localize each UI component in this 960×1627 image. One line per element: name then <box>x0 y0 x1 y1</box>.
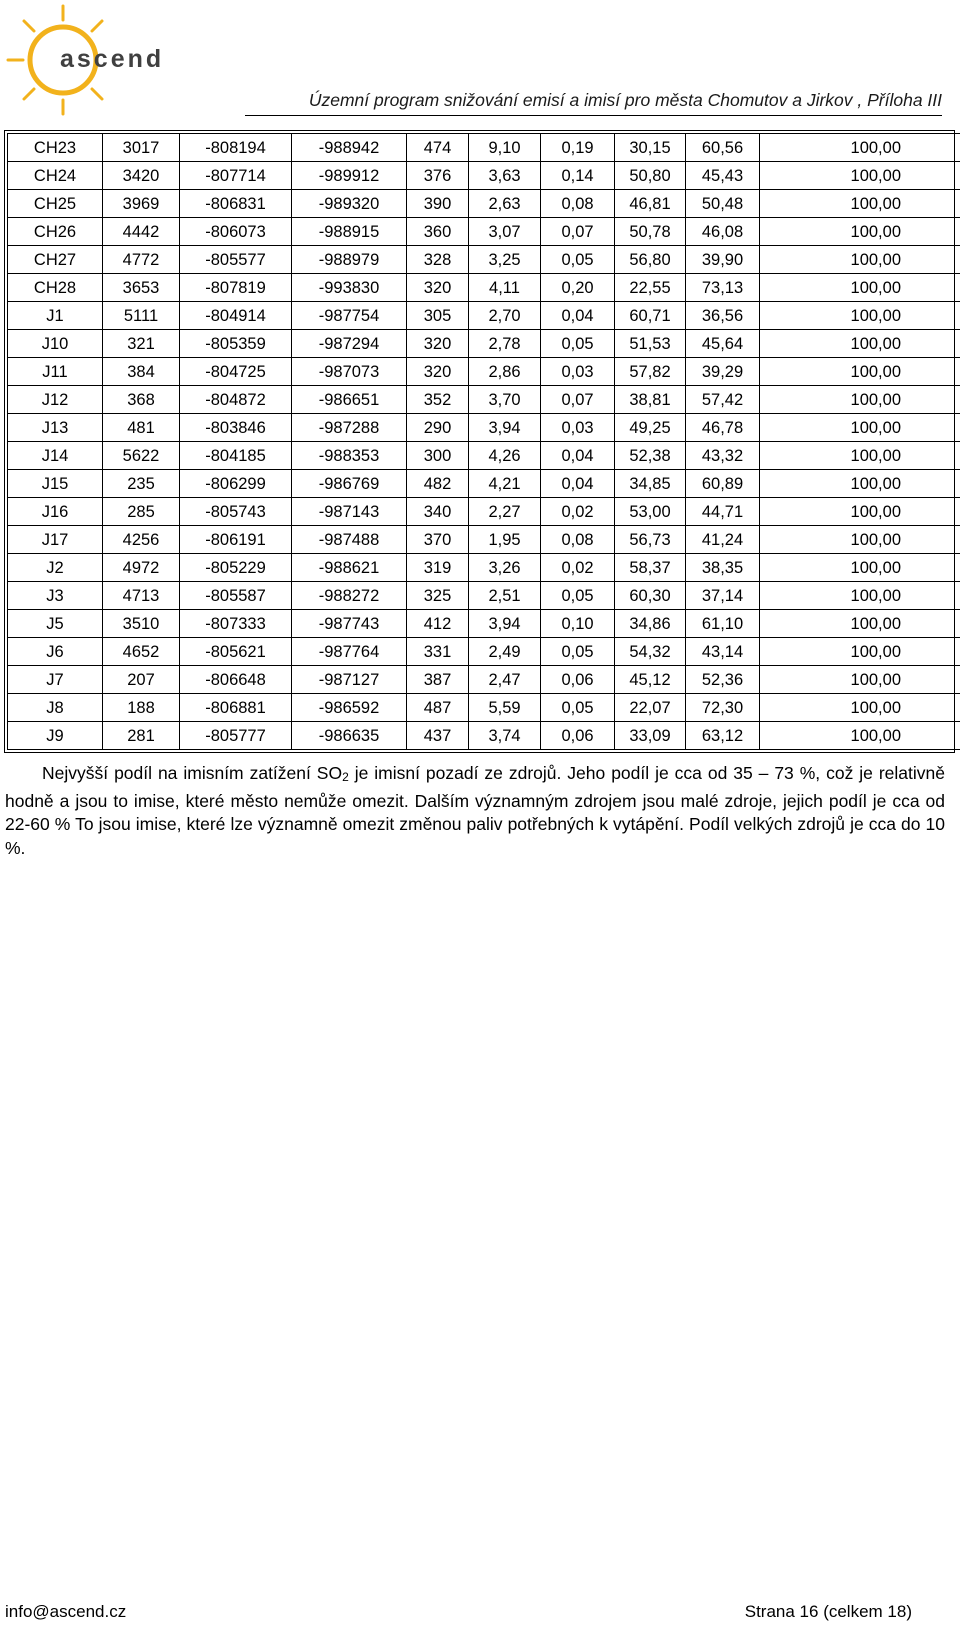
table-cell: -806831 <box>180 190 292 218</box>
table-cell: 3,07 <box>469 218 541 246</box>
table-row <box>8 554 960 582</box>
table-cell: J13 <box>8 414 103 442</box>
footer-email[interactable]: info@ascend.cz <box>5 1602 127 1621</box>
table-cell: 100,00 <box>760 302 960 330</box>
table-cell: 1,95 <box>469 526 541 554</box>
table-cell: -806191 <box>180 526 292 554</box>
table-cell: -986592 <box>292 694 407 722</box>
table-cell: 100,00 <box>760 666 960 694</box>
table-cell: 3017 <box>103 134 180 162</box>
table-cell: 340 <box>407 498 469 526</box>
table-row <box>8 666 960 694</box>
table-cell: 387 <box>407 666 469 694</box>
table-row <box>8 218 960 246</box>
table-cell: 0,05 <box>541 694 615 722</box>
table-cell: -807819 <box>180 274 292 302</box>
table-cell: 57,82 <box>615 358 686 386</box>
table-cell: 376 <box>407 162 469 190</box>
table-cell: 72,30 <box>686 694 760 722</box>
table-cell: 3,74 <box>469 722 541 750</box>
data-table-frame <box>4 130 955 753</box>
table-cell: 2,49 <box>469 638 541 666</box>
table-cell: 53,00 <box>615 498 686 526</box>
table-cell: 2,86 <box>469 358 541 386</box>
table-cell: -987743 <box>292 610 407 638</box>
table-cell: 50,78 <box>615 218 686 246</box>
table-cell: -986651 <box>292 386 407 414</box>
table-cell: 4,21 <box>469 470 541 498</box>
table-cell: 4442 <box>103 218 180 246</box>
table-cell: 100,00 <box>760 358 960 386</box>
table-cell: 22,55 <box>615 274 686 302</box>
table-cell: 2,47 <box>469 666 541 694</box>
table-cell: 4972 <box>103 554 180 582</box>
paragraph-part-1: Nejvyšší podíl na imisním zatížení SO <box>42 763 343 783</box>
table-cell: 0,07 <box>541 386 615 414</box>
table-cell: 4,11 <box>469 274 541 302</box>
table-cell: 0,05 <box>541 246 615 274</box>
table-cell: 188 <box>103 694 180 722</box>
table-cell: 207 <box>103 666 180 694</box>
table-cell: 3510 <box>103 610 180 638</box>
table-cell: CH23 <box>8 134 103 162</box>
table-cell: 46,08 <box>686 218 760 246</box>
table-cell: 0,08 <box>541 526 615 554</box>
table-cell: 0,04 <box>541 470 615 498</box>
header-divider <box>245 115 942 116</box>
table-cell: -988621 <box>292 554 407 582</box>
table-cell: 100,00 <box>760 162 960 190</box>
table-cell: -989320 <box>292 190 407 218</box>
table-cell: -805621 <box>180 638 292 666</box>
table-cell: 437 <box>407 722 469 750</box>
table-cell: 9,10 <box>469 134 541 162</box>
data-table <box>7 133 960 750</box>
table-row <box>8 442 960 470</box>
table-cell: -987288 <box>292 414 407 442</box>
table-row <box>8 414 960 442</box>
table-cell: J9 <box>8 722 103 750</box>
table-cell: 61,10 <box>686 610 760 638</box>
table-cell: 3,70 <box>469 386 541 414</box>
table-cell: 360 <box>407 218 469 246</box>
table-cell: 412 <box>407 610 469 638</box>
table-cell: 368 <box>103 386 180 414</box>
table-cell: CH27 <box>8 246 103 274</box>
table-row <box>8 722 960 750</box>
table-cell: 0,05 <box>541 582 615 610</box>
table-cell: 33,09 <box>615 722 686 750</box>
table-cell: -987754 <box>292 302 407 330</box>
table-cell: -986769 <box>292 470 407 498</box>
table-cell: 352 <box>407 386 469 414</box>
table-cell: 52,38 <box>615 442 686 470</box>
table-cell: 328 <box>407 246 469 274</box>
table-row <box>8 134 960 162</box>
table-cell: 285 <box>103 498 180 526</box>
table-cell: 2,78 <box>469 330 541 358</box>
table-cell: 2,27 <box>469 498 541 526</box>
table-cell: 100,00 <box>760 722 960 750</box>
table-cell: -805587 <box>180 582 292 610</box>
table-cell: 3969 <box>103 190 180 218</box>
table-cell: -989912 <box>292 162 407 190</box>
table-cell: J14 <box>8 442 103 470</box>
table-cell: 0,05 <box>541 330 615 358</box>
table-cell: -806648 <box>180 666 292 694</box>
table-cell: 100,00 <box>760 470 960 498</box>
table-cell: 36,56 <box>686 302 760 330</box>
table-cell: J6 <box>8 638 103 666</box>
table-cell: 63,12 <box>686 722 760 750</box>
table-row <box>8 190 960 218</box>
table-cell: J11 <box>8 358 103 386</box>
table-cell: 60,30 <box>615 582 686 610</box>
table-cell: 0,06 <box>541 722 615 750</box>
table-cell: 41,24 <box>686 526 760 554</box>
paragraph-subscript: 2 <box>342 770 349 784</box>
table-cell: 3,94 <box>469 414 541 442</box>
table-cell: -987488 <box>292 526 407 554</box>
table-cell: 3420 <box>103 162 180 190</box>
table-cell: 100,00 <box>760 610 960 638</box>
table-cell: 39,90 <box>686 246 760 274</box>
logo-text: ascend <box>60 45 165 73</box>
table-cell: CH28 <box>8 274 103 302</box>
table-row <box>8 274 960 302</box>
table-cell: -987073 <box>292 358 407 386</box>
table-cell: 0,02 <box>541 554 615 582</box>
table-cell: CH24 <box>8 162 103 190</box>
table-cell: 22,07 <box>615 694 686 722</box>
table-cell: 60,71 <box>615 302 686 330</box>
table-cell: J2 <box>8 554 103 582</box>
table-cell: J10 <box>8 330 103 358</box>
table-cell: -803846 <box>180 414 292 442</box>
table-cell: -804185 <box>180 442 292 470</box>
table-cell: 49,25 <box>615 414 686 442</box>
table-cell: 5622 <box>103 442 180 470</box>
table-cell: 100,00 <box>760 442 960 470</box>
table-row <box>8 302 960 330</box>
table-cell: 100,00 <box>760 134 960 162</box>
table-cell: 0,20 <box>541 274 615 302</box>
table-cell: 73,13 <box>686 274 760 302</box>
table-cell: 281 <box>103 722 180 750</box>
table-cell: 50,48 <box>686 190 760 218</box>
table-cell: 4652 <box>103 638 180 666</box>
table-cell: 370 <box>407 526 469 554</box>
table-cell: -806299 <box>180 470 292 498</box>
table-cell: 3653 <box>103 274 180 302</box>
table-cell: 100,00 <box>760 330 960 358</box>
ascend-logo <box>0 0 180 120</box>
table-cell: 100,00 <box>760 414 960 442</box>
table-cell: -805777 <box>180 722 292 750</box>
table-cell: 0,03 <box>541 358 615 386</box>
table-cell: -986635 <box>292 722 407 750</box>
footer-page-number: Strana 16 (celkem 18) <box>744 1602 912 1621</box>
table-cell: 321 <box>103 330 180 358</box>
table-cell: -987143 <box>292 498 407 526</box>
table-cell: 4713 <box>103 582 180 610</box>
table-cell: 0,05 <box>541 638 615 666</box>
table-cell: 39,29 <box>686 358 760 386</box>
document-title: Územní program snižování emisí a imisí pro města Chomutov a Jirkov , Příloha III <box>308 90 942 110</box>
table-cell: CH25 <box>8 190 103 218</box>
table-cell: 0,14 <box>541 162 615 190</box>
table-cell: 44,71 <box>686 498 760 526</box>
table-cell: 487 <box>407 694 469 722</box>
table-cell: J8 <box>8 694 103 722</box>
table-cell: 100,00 <box>760 526 960 554</box>
table-cell: -805359 <box>180 330 292 358</box>
table-cell: 5,59 <box>469 694 541 722</box>
table-cell: 2,63 <box>469 190 541 218</box>
table-cell: 2,51 <box>469 582 541 610</box>
table-cell: 0,10 <box>541 610 615 638</box>
table-cell: -807333 <box>180 610 292 638</box>
table-cell: 320 <box>407 330 469 358</box>
table-cell: 2,70 <box>469 302 541 330</box>
table-cell: 3,94 <box>469 610 541 638</box>
table-row <box>8 694 960 722</box>
paragraph-part-2: je imisní pozadí ze zdrojů. Jeho podíl je cca od 35 – 73 %, což je relativně hodně a jsou to imise, které město nemůže omezit. Dalším významným zdrojem jsou malé zdroje, jejich podíl je cca od 22-60 % To jsou imise, které lze významně omezit změnou paliv potřebných k vytápění. Podíl velkých zdrojů je cca do 10 %. <box>5 763 945 858</box>
table-cell: J1 <box>8 302 103 330</box>
table-cell: -988353 <box>292 442 407 470</box>
table-cell: J3 <box>8 582 103 610</box>
table-cell: 60,56 <box>686 134 760 162</box>
table-cell: 100,00 <box>760 386 960 414</box>
table-cell: 100,00 <box>760 218 960 246</box>
table-cell: J16 <box>8 498 103 526</box>
table-cell: 50,80 <box>615 162 686 190</box>
table-cell: 43,14 <box>686 638 760 666</box>
table-cell: 0,06 <box>541 666 615 694</box>
table-row <box>8 582 960 610</box>
table-cell: -988915 <box>292 218 407 246</box>
table-cell: -988979 <box>292 246 407 274</box>
table-row <box>8 610 960 638</box>
table-cell: -993830 <box>292 274 407 302</box>
table-cell: 51,53 <box>615 330 686 358</box>
table-cell: 474 <box>407 134 469 162</box>
table-cell: 0,03 <box>541 414 615 442</box>
table-cell: -987294 <box>292 330 407 358</box>
table-cell: 56,73 <box>615 526 686 554</box>
table-cell: 3,63 <box>469 162 541 190</box>
table-cell: 290 <box>407 414 469 442</box>
table-cell: 4256 <box>103 526 180 554</box>
table-cell: 5111 <box>103 302 180 330</box>
table-cell: 38,35 <box>686 554 760 582</box>
table-cell: 100,00 <box>760 274 960 302</box>
table-cell: 37,14 <box>686 582 760 610</box>
table-cell: 481 <box>103 414 180 442</box>
table-row <box>8 526 960 554</box>
table-cell: 300 <box>407 442 469 470</box>
table-cell: 60,89 <box>686 470 760 498</box>
table-cell: -808194 <box>180 134 292 162</box>
table-cell: 235 <box>103 470 180 498</box>
table-cell: J7 <box>8 666 103 694</box>
table-cell: 58,37 <box>615 554 686 582</box>
table-cell: CH26 <box>8 218 103 246</box>
table-cell: 305 <box>407 302 469 330</box>
table-cell: 325 <box>407 582 469 610</box>
table-cell: 38,81 <box>615 386 686 414</box>
table-cell: 100,00 <box>760 190 960 218</box>
table-cell: J17 <box>8 526 103 554</box>
table-cell: 54,32 <box>615 638 686 666</box>
table-row <box>8 358 960 386</box>
table-row <box>8 162 960 190</box>
table-cell: 34,86 <box>615 610 686 638</box>
table-cell: 0,04 <box>541 442 615 470</box>
table-cell: 100,00 <box>760 582 960 610</box>
table-cell: 56,80 <box>615 246 686 274</box>
table-cell: 100,00 <box>760 498 960 526</box>
table-cell: 100,00 <box>760 554 960 582</box>
table-cell: -804914 <box>180 302 292 330</box>
table-cell: -988942 <box>292 134 407 162</box>
table-cell: J5 <box>8 610 103 638</box>
table-row <box>8 386 960 414</box>
table-cell: 45,43 <box>686 162 760 190</box>
summary-paragraph <box>5 762 945 860</box>
table-cell: -987764 <box>292 638 407 666</box>
table-cell: -805577 <box>180 246 292 274</box>
table-cell: 52,36 <box>686 666 760 694</box>
table-cell: 319 <box>407 554 469 582</box>
table-cell: 482 <box>407 470 469 498</box>
table-cell: 0,19 <box>541 134 615 162</box>
table-cell: J15 <box>8 470 103 498</box>
table-cell: 46,78 <box>686 414 760 442</box>
table-cell: 43,32 <box>686 442 760 470</box>
table-row <box>8 638 960 666</box>
table-cell: 100,00 <box>760 694 960 722</box>
table-cell: 57,42 <box>686 386 760 414</box>
table-cell: 45,12 <box>615 666 686 694</box>
table-cell: 3,25 <box>469 246 541 274</box>
table-cell: 320 <box>407 274 469 302</box>
table-cell: -806881 <box>180 694 292 722</box>
table-cell: 3,26 <box>469 554 541 582</box>
table-cell: -988272 <box>292 582 407 610</box>
table-cell: 0,08 <box>541 190 615 218</box>
table-cell: -805743 <box>180 498 292 526</box>
table-body <box>8 134 960 750</box>
table-row <box>8 470 960 498</box>
table-cell: J12 <box>8 386 103 414</box>
table-cell: 320 <box>407 358 469 386</box>
table-row <box>8 246 960 274</box>
table-row <box>8 330 960 358</box>
table-cell: 34,85 <box>615 470 686 498</box>
table-cell: 30,15 <box>615 134 686 162</box>
table-cell: -807714 <box>180 162 292 190</box>
table-cell: 46,81 <box>615 190 686 218</box>
table-cell: 100,00 <box>760 246 960 274</box>
table-cell: 384 <box>103 358 180 386</box>
table-cell: -987127 <box>292 666 407 694</box>
table-cell: 45,64 <box>686 330 760 358</box>
table-cell: 4772 <box>103 246 180 274</box>
table-cell: 4,26 <box>469 442 541 470</box>
table-cell: 331 <box>407 638 469 666</box>
table-cell: 0,02 <box>541 498 615 526</box>
table-cell: -806073 <box>180 218 292 246</box>
table-cell: -805229 <box>180 554 292 582</box>
table-cell: 0,04 <box>541 302 615 330</box>
table-cell: 0,07 <box>541 218 615 246</box>
table-row <box>8 498 960 526</box>
table-cell: 390 <box>407 190 469 218</box>
table-cell: 100,00 <box>760 638 960 666</box>
table-cell: -804725 <box>180 358 292 386</box>
table-cell: -804872 <box>180 386 292 414</box>
